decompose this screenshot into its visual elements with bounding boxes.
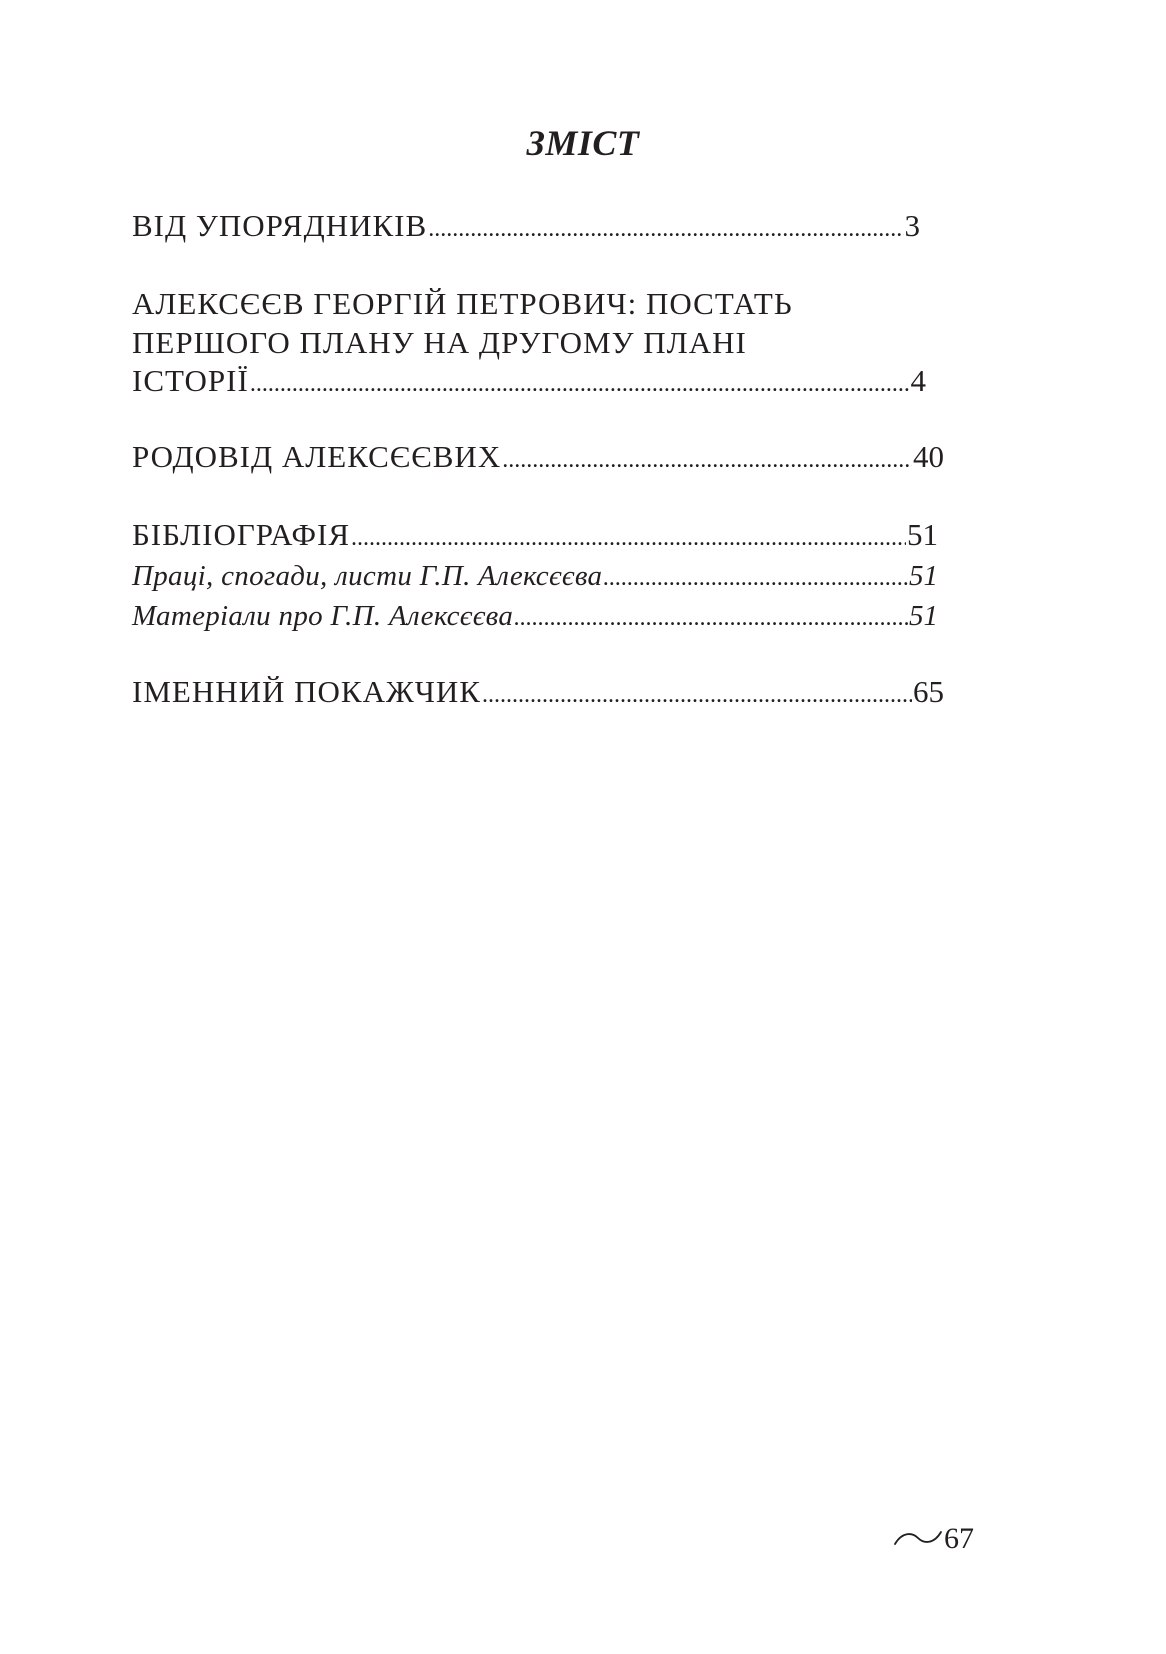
toc-page-number: 40 [913, 439, 944, 474]
toc-leader-dots [428, 210, 903, 248]
toc-leader-dots [351, 519, 906, 557]
toc-entry-biography[interactable] [132, 362, 926, 403]
toc-entry-label: Матеріали про Г.П. Алексєєва [132, 600, 514, 632]
toc-entry-bibliography[interactable] [132, 516, 938, 557]
toc-page-number: 65 [913, 674, 944, 709]
toc-page-number: 4 [910, 363, 926, 398]
toc-subentry-works[interactable] [132, 557, 938, 597]
toc-leader-dots [250, 365, 910, 403]
toc-entry-label: БІБЛІОГРАФІЯ [132, 517, 351, 552]
toc-entry-biography-line1: АЛЕКСЄЄВ ГЕОРГІЙ ПЕТРОВИЧ: ПОСТАТЬ [132, 286, 793, 321]
page-number: 67 [944, 1522, 974, 1555]
toc-page-number: 51 [907, 517, 938, 552]
toc-page-number: 3 [904, 208, 920, 243]
toc-page-number: 51 [909, 560, 938, 592]
toc-entry-label: ІСТОРІЇ [132, 363, 249, 398]
toc-leader-dots [514, 599, 908, 637]
toc-entry-label: Праці, спогади, листи Г.П. Алексєєва [132, 560, 603, 592]
toc-leader-dots [502, 441, 912, 479]
toc-leader-dots [603, 559, 908, 597]
toc-subentry-materials[interactable] [132, 597, 938, 637]
toc-entry-from-compilers[interactable] [132, 207, 920, 248]
toc-entry-name-index[interactable] [132, 673, 944, 714]
toc-entry-biography-line2: ПЕРШОГО ПЛАНУ НА ДРУГОМУ ПЛАНІ [132, 325, 747, 360]
toc-entry-label: ІМЕННИЙ ПОКАЖЧИК [132, 674, 481, 709]
toc-entry-genealogy[interactable] [132, 438, 944, 479]
toc-page-number: 51 [909, 600, 938, 632]
page-footer [894, 1522, 974, 1556]
toc-entry-label: РОДОВІД АЛЕКСЄЄВИХ [132, 439, 502, 474]
tilde-swash-icon [894, 1522, 944, 1556]
toc-leader-dots [482, 676, 912, 714]
page-title: ЗМІСТ [526, 123, 640, 163]
toc-entry-label: ВІД УПОРЯДНИКІВ [132, 208, 428, 243]
